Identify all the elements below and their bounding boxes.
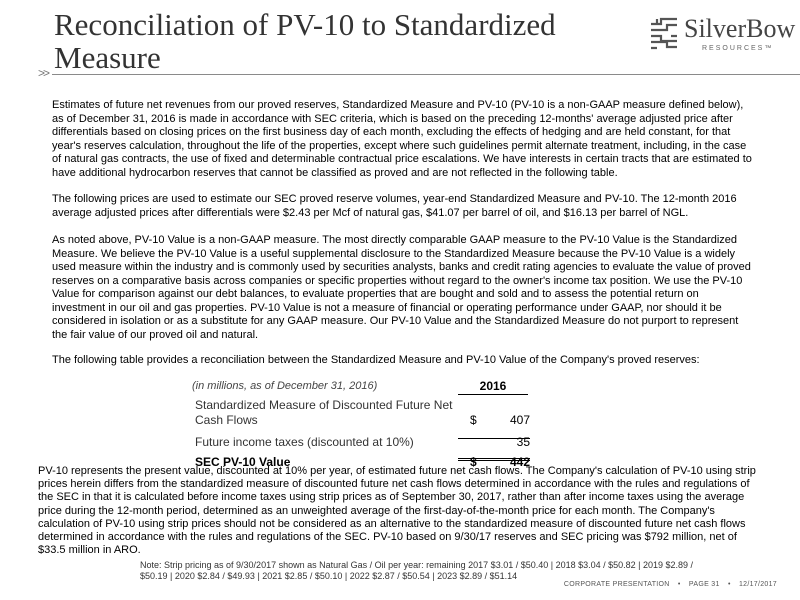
footer-label: CORPORATE PRESENTATION <box>563 581 670 588</box>
paragraph-pv10-definition: PV-10 represents the present value, discounted at 10% per year, of estimated future net cash flows. The Company's calculation of PV-10 using strip prices herein differs from the standardized measure of discounted future net cash flows determined in accordance with the rules and regulations of the SEC in that it is calculated before income taxes using strip prices as of September 30, 2017, rather than after income taxes using the average price during the 12-month period, determined as an unweighted average of the first-day-of-the-month price for each month. The Company's calculation of PV-10 using strip prices should not be considered as an alternative to the standardized measure of discounted future net cash flows determined in accordance with the rules and regulations of the SEC. PV-10 based on 9/30/17 reserves and SEC pricing was $792 million, net of $33.5 million in ARO. <box>38 465 756 557</box>
reconciliation-table <box>192 380 532 472</box>
strip-pricing-note: Note: Strip pricing as of 9/30/2017 shown as Natural Gas / Oil per year: remaining 2017 $3.01 / $50.40 | 2018 $3.04 / $50.82 | 2019 $2.89 / $50.19 | 2020 $2.84 / $49.93 | 2021 $2.85 / $50.10 | 2022 $2.87 / $50.54 | 2023 $2.89 / $51.14 <box>140 560 694 581</box>
total-double-underline <box>458 458 530 459</box>
footer-bullet: • <box>727 581 731 588</box>
table-row <box>192 398 532 432</box>
page-footer <box>561 581 780 588</box>
table-year-header: 2016 <box>458 379 528 395</box>
footer-bullet: • <box>677 581 681 588</box>
row-currency: $ <box>470 413 477 427</box>
paragraph-table-intro: The following table provides a reconciliation between the Standardized Measure and PV-10 Value of the Company's proved reserves: <box>52 354 700 366</box>
row-value: 35 <box>516 435 530 449</box>
footer-date: 12/17/2017 <box>738 581 777 588</box>
row-value: 442 <box>509 455 530 469</box>
row-value: 407 <box>509 413 530 427</box>
company-logo <box>648 14 798 58</box>
row-label: Standardized Measure of Discounted Future Net Cash Flows <box>195 398 453 427</box>
subtotal-underline <box>458 438 530 439</box>
logo-mark-icon <box>648 16 680 50</box>
logo-name: SilverBow <box>684 14 796 43</box>
table-caption: (in millions, as of December 31, 2016) <box>192 380 378 392</box>
table-header-row <box>192 380 532 396</box>
title-rule-arrow-icon: >> <box>38 66 49 80</box>
footer-page-number: PAGE 31 <box>688 581 720 588</box>
total-double-underline <box>458 460 530 461</box>
page-title: Reconciliation of PV-10 to Standardized Measure <box>54 7 556 75</box>
logo-subtitle: RESOURCES™ <box>702 45 774 52</box>
row-label: SEC PV-10 Value <box>195 455 291 469</box>
paragraph-prices: The following prices are used to estimate our SEC proved reserve volumes, year-end Standardized Measure and PV-10. The 12-month 2016 average adjusted prices after differentials were $2.43 per Mcf of natural gas, $41.07 per barrel of oil, and $16.13 per barrel of NGL. <box>52 193 737 219</box>
table-row <box>192 434 532 452</box>
row-label: Future income taxes (discounted at 10%) <box>195 435 414 449</box>
row-currency: $ <box>470 455 477 469</box>
paragraph-non-gaap: As noted above, PV-10 Value is a non-GAAP measure. The most directly comparable GAAP measure to the PV-10 Value is the Standardized Measure. We believe the PV-10 Value is a useful supplemental disclosure to the Standardized Measure because the PV-10 Value is a widely used measure within the industry and is commonly used by securities analysts, banks and credit rating agencies to evaluate the value of proved reserves on a comparative basis across companies or specific properties without regard to the owner's income tax position. We use the PV-10 Value for comparison against our debt balances, to evaluate properties that are bought and sold and to assess the potential return on investment in our oil and gas properties. PV-10 Value is not a measure of financial or operating performance under GAAP, nor should it be considered in isolation or as a substitute for any GAAP measure. Our PV-10 Value and the Standardized Measure do not purport to represent the fair value of our proved oil and natural. <box>52 234 751 341</box>
title-divider <box>52 74 800 75</box>
paragraph-reserves-estimates: Estimates of future net revenues from our proved reserves, Standardized Measure and PV-10 (PV-10 is a non-GAAP measure defined below), as of December 31, 2016 is made in accordance with SEC criteria, which is based on the preceding 12-months' average adjusted price after differentials based on closing prices on the first business day of each month, excluding the effects of hedging and are held constant, for that year's reserves calculation, throughout the life of the properties, except where such guidelines permit alternate treatment, including, in the case of natural gas contracts, the use of fixed and determinable contractual price escalations. We have interests in certain tracts that are estimated to have additional hydrocarbon reserves that cannot be classified as proved and are not reflected in the following table. <box>52 99 752 179</box>
